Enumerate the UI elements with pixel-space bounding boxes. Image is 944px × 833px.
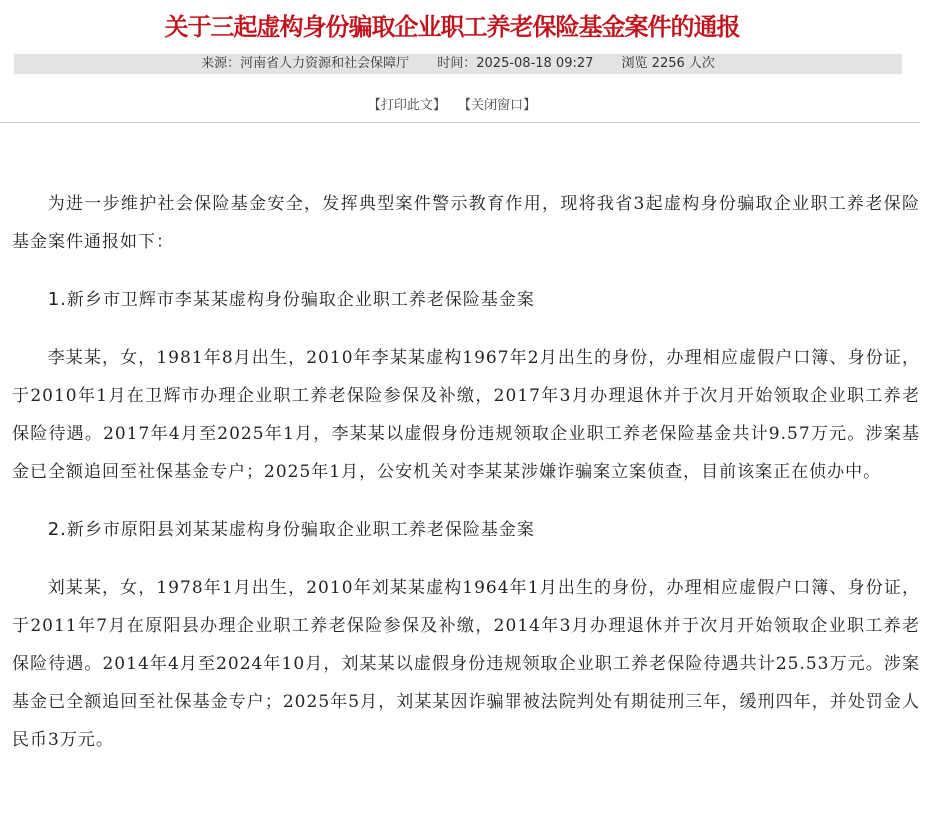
case-number: 1.	[47, 289, 67, 310]
publish-time: 时间：2025-08-18 09:27	[437, 56, 594, 71]
case-body-1: 李某某，女，1981年8月出生，2010年李某某虚构1967年2月出生的身份，办理相应虚假户口簿、身份证，于2010年1月在卫辉市办理企业职工养老保险参保及补缴，2017年3月办理退休并于次月开始领取企业职工养老保险待遇。2017年4月至2025年1月，李某某以虚假身份违规领取企业职工养老保险基金共计9.57万元。涉案基金已全额追回至社保基金专户；2025年1月，公安机关对李某某涉嫌诈骗案立案侦查，目前该案正在侦办中。	[12, 348, 920, 482]
case-title: 新乡市原阳县刘某某虚构身份骗取企业职工养老保险基金案	[66, 520, 535, 540]
article-meta-bar	[14, 54, 902, 74]
source-text: 来源：河南省人力资源和社会保障厅	[201, 56, 410, 71]
case-body-2: 刘某某，女，1978年1月出生，2010年刘某某虚构1964年1月出生的身份，办理相应虚假户口簿、身份证，于2011年7月在原阳县办理企业职工养老保险参保及补缴，2014年3月办理退休并于次月开始领取企业职工养老保险待遇。2014年4月至2024年10月，刘某某以虚假身份违规领取企业职工养老保险待遇共计25.53万元。涉案基金已全额追回至社保基金专户；2025年5月，刘某某因诈骗罪被法院判处有期徒刑三年，缓刑四年，并处罚金人民币3万元。	[12, 578, 920, 750]
case-heading-1	[12, 281, 920, 319]
case-number: 2.	[47, 519, 67, 540]
article-actions	[0, 96, 904, 116]
page-title: 关于三起虚构身份骗取企业职工养老保险基金案件的通报	[164, 13, 740, 41]
close-window-link[interactable]: 【关闭窗口】	[458, 98, 537, 113]
case-title: 新乡市卫辉市李某某虚构身份骗取企业职工养老保险基金案	[66, 290, 535, 310]
article-body	[12, 185, 920, 779]
intro-paragraph: 为进一步维护社会保险基金安全，发挥典型案件警示教育作用，现将我省3起虚构身份骗取企业职工养老保险基金案件通报如下：	[12, 194, 920, 252]
view-count: 浏览 2256 人次	[621, 56, 715, 71]
divider	[0, 122, 920, 123]
case-heading-2	[12, 511, 920, 549]
print-link[interactable]: 【打印此文】	[367, 98, 446, 113]
